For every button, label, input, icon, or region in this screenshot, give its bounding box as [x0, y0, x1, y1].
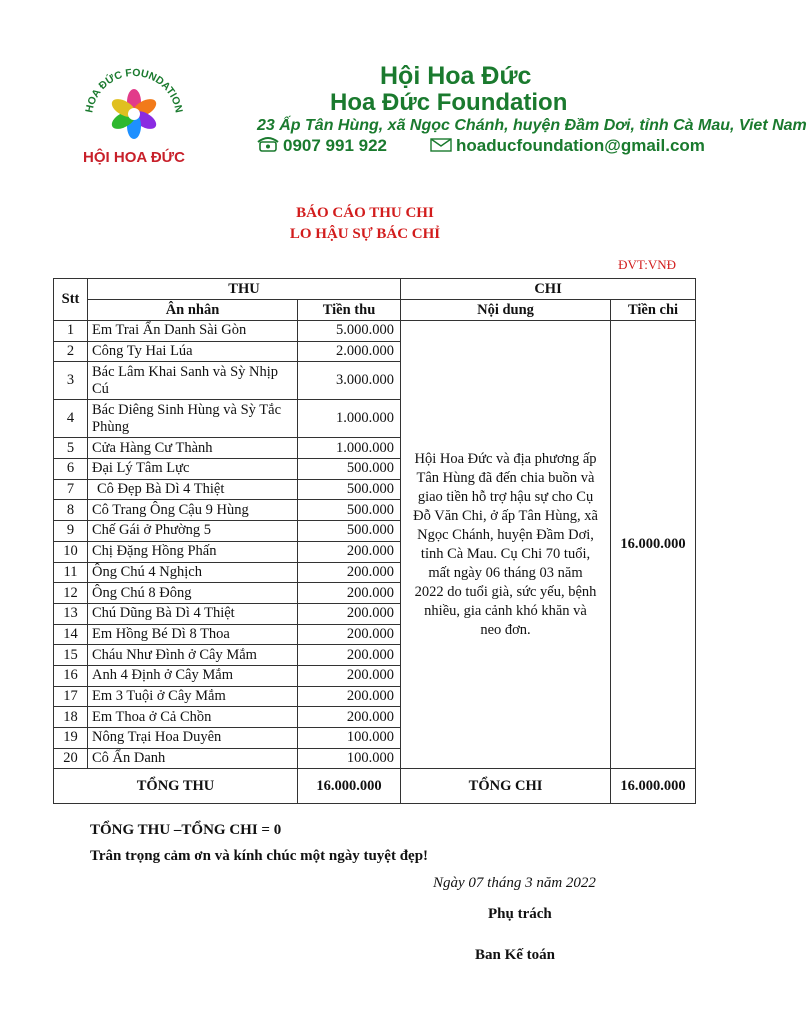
- mail-icon: [430, 137, 452, 157]
- row-amount: 1.000.000: [298, 400, 401, 438]
- row-stt: 20: [54, 748, 88, 769]
- header-an-nhan: Ân nhân: [88, 300, 298, 321]
- header-thu: THU: [88, 279, 401, 300]
- row-amount: 200.000: [298, 665, 401, 686]
- phone-icon: [257, 136, 279, 157]
- signer-role: Phụ trách: [488, 906, 552, 922]
- row-stt: 6: [54, 459, 88, 480]
- row-stt: 8: [54, 500, 88, 521]
- row-stt: 9: [54, 521, 88, 542]
- report-title: BÁO CÁO THU CHI: [296, 205, 434, 221]
- row-donor: Bác Lâm Khai Sanh và Sỳ Nhịp Cú: [88, 362, 298, 400]
- row-amount: 200.000: [298, 603, 401, 624]
- org-address: 23 Ấp Tân Hùng, xã Ngọc Chánh, huyện Đầm Dơi, tỉnh Cà Mau, Viet Nam: [257, 117, 807, 134]
- row-stt: 2: [54, 341, 88, 362]
- row-donor: Cô Đẹp Bà Dì 4 Thiệt: [88, 479, 298, 500]
- row-stt: 11: [54, 562, 88, 583]
- row-donor: Em Thoa ở Cả Chồn: [88, 707, 298, 728]
- row-stt: 1: [54, 321, 88, 342]
- table-row: [54, 321, 696, 342]
- org-name-vi: Hội Hoa Đức: [380, 62, 532, 90]
- row-amount: 200.000: [298, 562, 401, 583]
- row-donor: Anh 4 Định ở Cây Mắm: [88, 665, 298, 686]
- org-name-en: Hoa Đức Foundation: [330, 89, 568, 116]
- row-donor: Cô Trang Ông Cậu 9 Hùng: [88, 500, 298, 521]
- row-donor: Cháu Như Đình ở Cây Mắm: [88, 645, 298, 666]
- total-chi-value: 16.000.000: [611, 769, 696, 804]
- logo-bottom-text: HỘI HOA ĐỨC: [83, 149, 185, 166]
- header-stt: Stt: [54, 279, 88, 321]
- row-amount: 500.000: [298, 459, 401, 480]
- row-stt: 3: [54, 362, 88, 400]
- foundation-logo: [70, 58, 198, 170]
- chi-amount: 16.000.000: [611, 321, 696, 769]
- row-amount: 500.000: [298, 479, 401, 500]
- total-chi-label: TỔNG CHI: [401, 769, 611, 804]
- thanks-note: Trân trọng cảm ơn và kính chúc một ngày tuyệt đẹp!: [90, 848, 429, 864]
- row-stt: 5: [54, 438, 88, 459]
- row-stt: 19: [54, 728, 88, 749]
- row-amount: 200.000: [298, 707, 401, 728]
- row-amount: 200.000: [298, 686, 401, 707]
- row-amount: 200.000: [298, 645, 401, 666]
- row-stt: 12: [54, 583, 88, 604]
- row-amount: 200.000: [298, 624, 401, 645]
- logo-arc-text: HOA ĐỨC FOUNDATION: [83, 66, 185, 114]
- row-amount: 2.000.000: [298, 341, 401, 362]
- signer-name: Ban Kế toán: [475, 947, 556, 963]
- row-donor: Cô Ẩn Danh: [88, 748, 298, 769]
- header-chi: CHI: [401, 279, 696, 300]
- row-donor: Chú Dũng Bà Dì 4 Thiệt: [88, 603, 298, 624]
- row-amount: 500.000: [298, 500, 401, 521]
- row-stt: 7: [54, 479, 88, 500]
- chi-content: Hội Hoa Đức và địa phương ấp Tân Hùng đã đến chia buồn và giao tiền hỗ trợ hậu sự cho Cụ Đỗ Văn Chi, ở ấp Tân Hùng, xã Ngọc Chánh, huyện Đầm Dơi, tỉnh Cà Mau. Cụ Chi 70 tuổi, mất ngày 06 tháng 03 năm 2022 do tuổi già, sức yếu, bệnh nhiều, gia cảnh khó khăn và neo đơn.: [401, 321, 611, 769]
- row-amount: 100.000: [298, 748, 401, 769]
- totals-row: [54, 769, 696, 804]
- row-stt: 16: [54, 665, 88, 686]
- row-donor: Em Hồng Bé Dì 8 Thoa: [88, 624, 298, 645]
- row-stt: 4: [54, 400, 88, 438]
- row-stt: 10: [54, 541, 88, 562]
- row-stt: 13: [54, 603, 88, 624]
- row-donor: Ông Chú 4 Nghịch: [88, 562, 298, 583]
- total-thu-value: 16.000.000: [298, 769, 401, 804]
- header-tien-thu: Tiền thu: [298, 300, 401, 321]
- row-donor: Chị Đặng Hồng Phấn: [88, 541, 298, 562]
- row-amount: 200.000: [298, 583, 401, 604]
- email-address: hoaducfoundation@gmail.com: [456, 136, 705, 155]
- row-stt: 15: [54, 645, 88, 666]
- row-donor: Em 3 Tuội ở Cây Mắm: [88, 686, 298, 707]
- row-amount: 1.000.000: [298, 438, 401, 459]
- income-expense-table: [53, 278, 696, 804]
- row-donor: Chế Gái ở Phường 5: [88, 521, 298, 542]
- total-thu-label: TỔNG THU: [54, 769, 298, 804]
- row-stt: 14: [54, 624, 88, 645]
- row-stt: 18: [54, 707, 88, 728]
- row-amount: 100.000: [298, 728, 401, 749]
- org-email: [430, 136, 705, 157]
- balance-statement: TỔNG THU –TỔNG CHI = 0: [90, 822, 282, 838]
- unit-label: ĐVT:VNĐ: [618, 257, 676, 272]
- row-amount: 500.000: [298, 521, 401, 542]
- header-noi-dung: Nội dung: [401, 300, 611, 321]
- row-stt: 17: [54, 686, 88, 707]
- row-amount: 3.000.000: [298, 362, 401, 400]
- org-phone: [257, 136, 387, 157]
- row-donor: Công Ty Hai Lúa: [88, 341, 298, 362]
- header-tien-chi: Tiền chi: [611, 300, 696, 321]
- row-donor: Cửa Hàng Cư Thành: [88, 438, 298, 459]
- row-donor: Đại Lý Tâm Lực: [88, 459, 298, 480]
- row-donor: Nông Trại Hoa Duyên: [88, 728, 298, 749]
- row-donor: Ông Chú 8 Đông: [88, 583, 298, 604]
- row-donor: Bác Diêng Sinh Hùng và Sỳ Tắc Phùng: [88, 400, 298, 438]
- row-amount: 5.000.000: [298, 321, 401, 342]
- phone-number: 0907 991 922: [283, 136, 387, 155]
- report-subtitle: LO HẬU SỰ BÁC CHỈ: [289, 226, 441, 242]
- row-donor: Em Trai Ẩn Danh Sài Gòn: [88, 321, 298, 342]
- row-amount: 200.000: [298, 541, 401, 562]
- report-date: Ngày 07 tháng 3 năm 2022: [433, 875, 596, 891]
